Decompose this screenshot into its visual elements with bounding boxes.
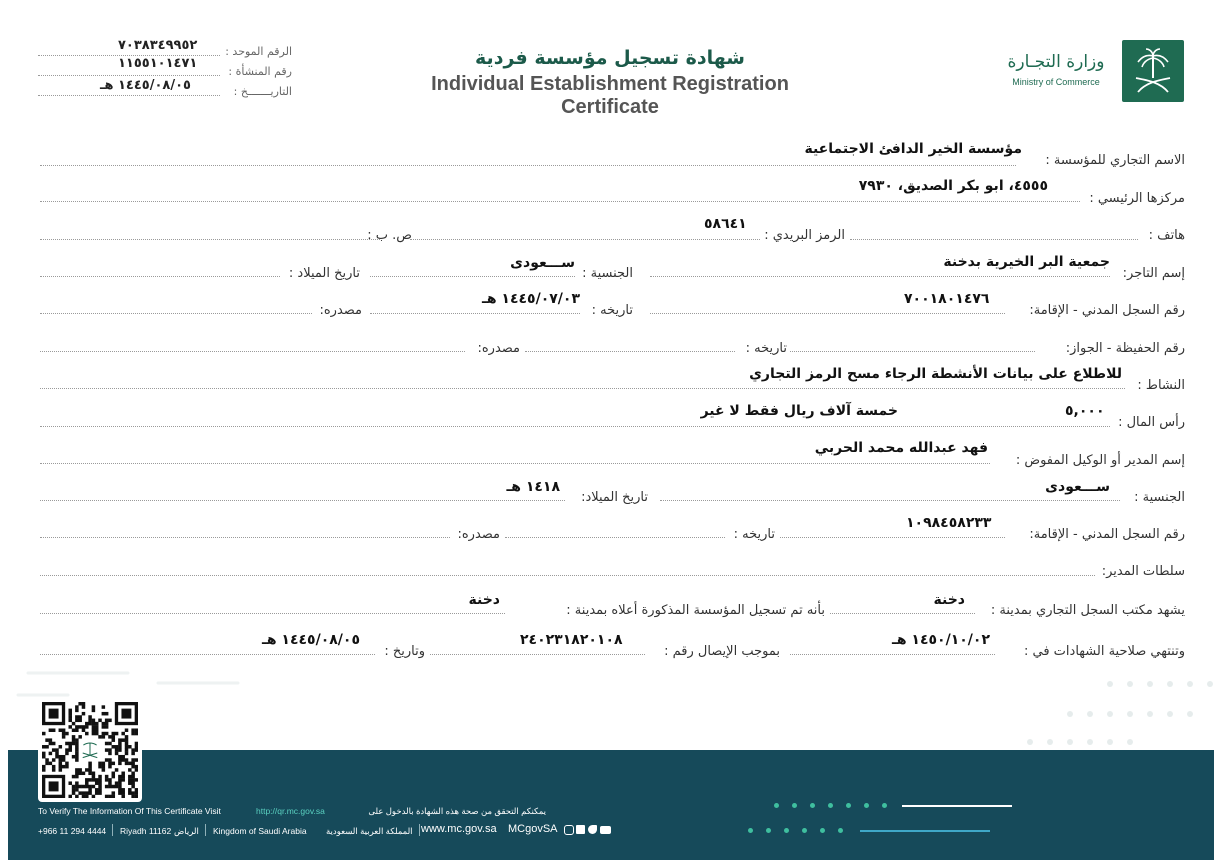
and-date: ١٤٤٥/٠٨/٠٥ هـ bbox=[262, 632, 360, 648]
social-icons[interactable] bbox=[564, 825, 612, 835]
passport-source-label: مصدره: bbox=[477, 341, 520, 356]
receipt-label: بموجب الإيصال رقم : bbox=[664, 644, 780, 659]
civil2-label: رقم السجل المدني - الإقامة: bbox=[1029, 527, 1185, 542]
civil2-source-label: مصدره: bbox=[457, 527, 500, 542]
footer-city-ar: الرياض bbox=[174, 826, 199, 836]
capital-words: خمسة آلاف ريال فقط لا غير bbox=[700, 403, 898, 419]
footer-country-ar: المملكة العربية السعودية bbox=[326, 826, 413, 836]
trade-name-label: الاسم التجاري للمؤسسة : bbox=[1045, 153, 1185, 168]
trade-name: مؤسسة الخير الدافئ الاجتماعية bbox=[804, 141, 1022, 157]
ministry-logo bbox=[1122, 40, 1184, 102]
merchant-label: إسم التاجر: bbox=[1122, 266, 1185, 281]
nationality1: ســـعودى bbox=[510, 255, 575, 271]
footer-social[interactable]: MCgovSA bbox=[508, 823, 558, 835]
passport-date-label: تاريخه : bbox=[745, 341, 787, 356]
passport-label: رقم الحفيظة - الجواز: bbox=[1065, 341, 1185, 356]
verify-url[interactable]: http://qr.mc.gov.sa bbox=[256, 806, 325, 816]
activity-text: للاطلاع على بيانات الأنشطة الرجاء مسح الرمز التجاري bbox=[749, 366, 1122, 382]
ministry-name-ar: وزارة التجـارة bbox=[1007, 52, 1105, 72]
postal-code-label: الرمز البريدي : bbox=[764, 228, 845, 243]
civil1-date-label: تاريخه : bbox=[591, 303, 633, 318]
pobox-label: ص. ب : bbox=[367, 228, 412, 243]
verify-text-ar: يمكنكم التحقق من صحة هذه الشهادة بالدخول على bbox=[368, 806, 546, 816]
instagram-icon[interactable] bbox=[564, 825, 574, 835]
civil2-number: ١٠٩٨٤٥٨٢٣٣ bbox=[906, 515, 992, 531]
postal-code: ٥٨٦٤١ bbox=[704, 216, 747, 232]
phone-label: هاتف : bbox=[1148, 228, 1185, 243]
hq-label: مركزها الرئيسي : bbox=[1089, 191, 1185, 206]
nationality2: ســـعودى bbox=[1045, 479, 1110, 495]
ministry-name-en: Ministry of Commerce bbox=[1012, 77, 1100, 87]
manager-name: فهد عبدالله محمد الحربي bbox=[814, 440, 988, 456]
palm-swords-emblem-icon bbox=[1122, 40, 1184, 102]
manager-label: إسم المدير أو الوكيل المفوض : bbox=[1015, 453, 1185, 468]
footer-phone: +966 11 294 4444 bbox=[38, 826, 107, 836]
receipt-number: ٢٤٠٢٣١٨٢٠١٠٨ bbox=[520, 632, 623, 648]
header-date-label: التاريـــــــخ : bbox=[233, 85, 292, 98]
facebook-icon[interactable] bbox=[576, 825, 585, 834]
registered-label: بأنه تم تسجيل المؤسسة المذكورة أعلاه بمدينة : bbox=[566, 603, 825, 618]
civil1-number: ٧٠٠١٨٠١٤٧٦ bbox=[904, 291, 990, 307]
title-ar: شهادة تسجيل مؤسسة فردية bbox=[475, 47, 745, 69]
expiry-label: وتنتهي صلاحية الشهادات في : bbox=[1023, 644, 1185, 659]
decorative-dot-pattern bbox=[900, 670, 1220, 750]
footer-city-en: Riyadh 11162 bbox=[120, 826, 172, 836]
birth2-label: تاريخ الميلاد: bbox=[581, 490, 648, 505]
unified-number: ٧٠٣٨٣٤٩٩٥٢ bbox=[118, 38, 198, 53]
birth2: ١٤١٨ هـ bbox=[506, 479, 560, 495]
footer-website[interactable]: www.mc.gov.sa bbox=[421, 823, 497, 835]
verify-text-en: To Verify The Information Of This Certificate Visit bbox=[38, 806, 221, 816]
qr-pattern bbox=[42, 702, 138, 798]
and-date-label: وتاريخ : bbox=[384, 644, 425, 659]
youtube-icon[interactable] bbox=[600, 826, 611, 834]
unified-number-label: الرقم الموحد : bbox=[225, 45, 292, 58]
office-city: دخنة bbox=[933, 592, 965, 608]
title-en: Individual Establishment Registration Certificate bbox=[431, 73, 789, 118]
birth1-label: تاريخ الميلاد : bbox=[288, 266, 360, 281]
merchant-name: جمعية البر الخيرية بدخنة bbox=[943, 254, 1110, 270]
capital-label: رأس المال : bbox=[1118, 415, 1185, 430]
civil1-source-label: مصدره: bbox=[319, 303, 362, 318]
nationality2-label: الجنسية : bbox=[1134, 490, 1185, 505]
hq-address: ٤٥٥٥، ابو بكر الصديق، ٧٩٣٠ bbox=[858, 178, 1048, 194]
footer-bar bbox=[8, 750, 1214, 860]
expiry-date: ١٤٥٠/١٠/٠٢ هـ bbox=[892, 632, 990, 648]
capital-amount: ٥,٠٠٠ bbox=[1065, 403, 1105, 419]
civil1-label: رقم السجل المدني - الإقامة: bbox=[1029, 303, 1185, 318]
activity-label: النشاط : bbox=[1137, 378, 1185, 393]
establishment-number: ١١٥٥١٠١٤٧١ bbox=[118, 56, 198, 71]
civil1-date: ١٤٤٥/٠٧/٠٣ هـ bbox=[482, 291, 580, 307]
civil2-date-label: تاريخه : bbox=[733, 527, 775, 542]
establishment-number-label: رقم المنشأة : bbox=[228, 65, 292, 78]
authorities-label: سلطات المدير: bbox=[1101, 564, 1185, 579]
qr-code[interactable] bbox=[38, 698, 142, 802]
footer-country-en: Kingdom of Saudi Arabia bbox=[213, 826, 307, 836]
registered-city: دخنة bbox=[468, 592, 500, 608]
twitter-icon[interactable] bbox=[588, 825, 597, 834]
header-date: ١٤٤٥/٠٨/٠٥ هـ bbox=[100, 78, 191, 93]
nationality1-label: الجنسية : bbox=[582, 266, 633, 281]
office-label: يشهد مكتب السجل التجاري بمدينة : bbox=[990, 603, 1185, 618]
